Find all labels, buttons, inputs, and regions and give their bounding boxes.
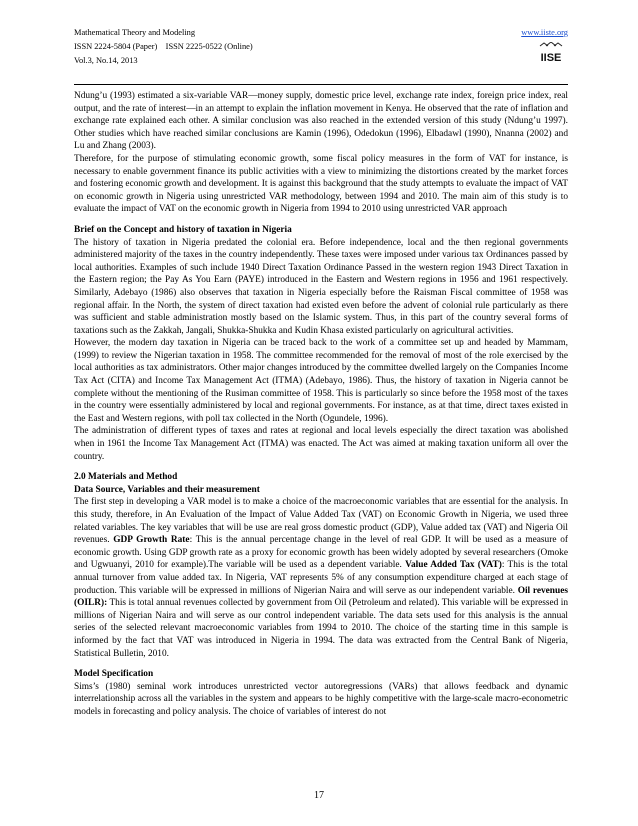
section-heading-data-source: Data Source, Variables and their measurement	[74, 484, 260, 495]
article-body	[74, 90, 568, 719]
section-heading-materials-method: 2.0 Materials and Method	[74, 472, 178, 483]
oil-description: This is total annual revenues collected by government from Oil (Petroleum and related). This variable will be expressed in millions of Nigerian Naira and will serve as our control independent variable. The data sets used for this analysis is the annual series of the selected relevant macroeconomic variables from 1994 to 2010. The choice of the starting time in this sample is informed by the fact that VAT was introduced in Nigeria in 1994. The data was extracted from the Central Bank of Nigeria, Statistical Bulletin, 2010.	[74, 598, 568, 659]
term-gdp-growth-rate: GDP Growth Rate	[113, 535, 190, 546]
header-divider	[74, 84, 568, 85]
gdp-description: : This is the annual percentage change in the level of real GDP. It will be used as a measure of economic growth. Using GDP growth rate as a proxy for economic growth has been widely adopted by several researchers (Omoke and Ugwuanyi, 2010 for example).The variable will be used as a dependent variable.	[74, 535, 568, 571]
paragraph-history: The history of taxation in Nigeria predated the colonial era. Before independence, local and the then regional governments administered majority of the taxes in the country independently. These taxes were imposed under various tax Ordinances passed by local authorities. Examples of such include 1940 Direct Taxation Ordinance Passed in the western region 1943 Direct Taxation in the Eastern region; the Pay As You Earn (PAYE) introduced in the Eastern and Western regions in 1956 and 1961 respectively. Similarly, Adebayo (1986) also observes that taxation in Nigeria especially before the Raisman Fiscal committee of 1958 was regional affair. In the North, the system of direct taxation had existed even before the advent of colonial rule particularly as there was sufficient and stable administration mostly based on the Islamic system. Thus, in this part of the country several forms of taxations such as the Zakkah, Jangali, Shukka-Shukka and Kudin Khasa existed particularly on agricultural activities.	[74, 237, 568, 336]
page-header	[74, 26, 568, 82]
paragraph-fiscal-policy: Therefore, for the purpose of stimulating economic growth, some fiscal policy measures in the form of VAT for instance, is necessary to enable government finance its public activities with a view to minimizing the distortions created by the market forces and fostering economic growth and development. It is against this background that the study attempts to evaluate the impact of VAT on economic growth in Nigeria using unrestricted VAR methodology, between 1994 and 2010. The main aim of this study is to evaluate the impact of VAT on the economic growth in Nigeria from 1994 to 2010 using unrestricted VAR approach	[74, 153, 568, 215]
journal-info	[74, 26, 568, 68]
paragraph-ndungu: Ndung’u (1993) estimated a six-variable VAR—money supply, domestic price level, exchange rate index, foreign price index, real output, and the rate of interest—in an attempt to explain the inflation movement in Kenya. He observed that the rate of inflation and exchange rate explained each other. A similar conclusion was also reached in the extended version of this study (Ndung’u 1997). Other studies which have reached similar conclusions are Kamin (1996), Odedokun (1996), Elbadawl (1990), Nnanna (2002) and Lu and Zhang (2003).	[74, 91, 568, 152]
term-value-added-tax: Value Added Tax (VAT)	[405, 560, 502, 571]
paragraph-variables	[74, 496, 568, 660]
journal-url-link[interactable]: www.iiste.org	[521, 28, 568, 37]
vat-description: : This is the total annual turnover from value added tax. In Nigeria, VAT represents 5% of any consumption expenditure charged at each stage of production. This variable will be expressed in millions of Nigerian Naira and will serve as our independent variable.	[74, 560, 569, 596]
term-oil-revenues: Oil revenues (OILR):	[74, 585, 568, 609]
paragraph-modern-taxation: However, the modern day taxation in Nigeria can be traced back to the work of a committee set up and headed by Mammam, (1999) to review the Nigerian taxation in 1958. The committee recommended for the removal of most of the role exercised by the local authorities as tax administrators. Other major changes introduced by the committee dwelled largely on the Companies Income Tax Act (CITA) and Income Tax Management Act (ITMA) (Adebayo, 1986). Thus, the history of taxation in Nigeria cannot be complete without the mentioning of the Rusiman committee of 1958. This is particularly so since before the 1958 most of the taxes in the country were essentially administered by local and regional governments. For instance, as at that time, direct taxes existed in the East and Western regions, with poll tax collected in the North (Ogundele, 1996).	[74, 338, 568, 424]
variables-intro: The first step in developing a VAR model is to make a choice of the macroeconomic variables that are essential for the analysis. In this study, therefore, in An Evaluation of the Impact of Value Added Tax (VAT) on Economic Growth in Nigeria, we used three related variables. The key variables that will be use are real gross domestic product (GDP), Value added tax (VAT) and Nigeria Oil revenues.	[74, 497, 568, 546]
section-heading-model-specification: Model Specification	[74, 669, 154, 680]
iiste-logo-icon	[534, 42, 568, 66]
paragraph-itma: The administration of different types of taxes and rates at regional and local levels especially the direct taxation was abolished when in 1961 the Income Tax Management Act (ITMA) was enacted. The Act was aimed at making taxation uniform all over the country.	[74, 426, 568, 462]
page-number: 17	[314, 790, 324, 801]
journal-branding	[521, 26, 568, 71]
journal-volume: Vol.3, No.14, 2013	[74, 56, 138, 65]
journal-title: Mathematical Theory and Modeling	[74, 28, 196, 37]
paragraph-sims: Sims’s (1980) seminal work introduces unrestricted vector autoregressions (VARs) that allows feedback and dynamic interrelationship across all the variables in the system and appears to be highly competitive with the large-scale macro-econometric models in forecasting and policy analysis. The choice of variables of interest do not	[74, 681, 568, 717]
section-heading-taxation-history: Brief on the Concept and history of taxation in Nigeria	[74, 224, 292, 235]
journal-issn: ISSN 2224-5804 (Paper) ISSN 2225-0522 (Online)	[74, 42, 253, 51]
logo-text: IISE	[540, 52, 562, 64]
